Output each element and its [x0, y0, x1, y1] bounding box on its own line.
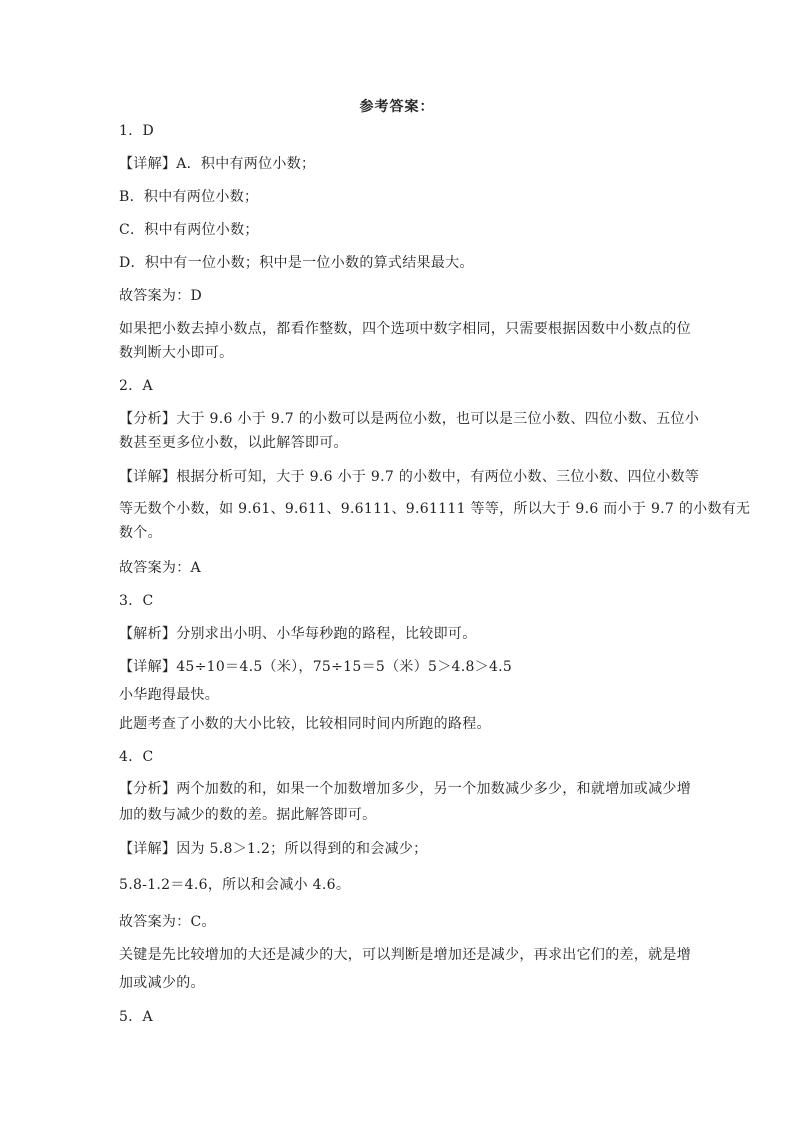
text-line: 此题考查了小数的大小比较，比较相同时间内所跑的路程。 — [119, 716, 491, 732]
text-line: D．积中有一位小数；积中是一位小数的算式结果最大。 — [119, 255, 474, 271]
text-line: 故答案为：C。 — [119, 914, 216, 930]
text-line: 【详解】45÷10＝4.5（米），75÷15＝5（米）5＞4.8＞4.5 — [119, 659, 513, 675]
text-line: 【分析】大于 9.6 小于 9.7 的小数可以是两位小数，也可以是三位小数、四位小数、五位小 — [119, 411, 700, 427]
text-line: 【详解】A．积中有两位小数； — [119, 156, 316, 172]
text-line: 3．C — [119, 593, 154, 609]
text-line: B．积中有两位小数； — [119, 189, 259, 205]
text-line: 故答案为：D — [119, 288, 203, 304]
text-line: C．积中有两位小数； — [119, 222, 259, 238]
text-line: 2．A — [119, 378, 153, 394]
text-line: 【分析】两个加数的和，如果一个加数增加多少，另一个加数减少多少，和就增加或减少增 — [119, 781, 691, 797]
text-line: 5.8-1.2＝4.6，所以和会减小 4.6。 — [119, 877, 351, 893]
text-line: 故答案为：A — [119, 560, 201, 576]
text-line: 小华跑得最快。 — [119, 687, 220, 703]
text-line: 数判断大小即可。 — [119, 345, 234, 361]
text-line: 【详解】因为 5.8＞1.2；所以得到的和会减少； — [119, 841, 428, 857]
text-line: 【解析】分别求出小明、小华每秒跑的路程，比较即可。 — [119, 626, 477, 642]
text-line: 4．C — [119, 749, 154, 765]
text-line: 加的数与减少的数的差。据此解答即可。 — [119, 807, 377, 823]
text-line: 数甚至更多位小数，以此解答即可。 — [119, 435, 348, 451]
page-title: 参考答案： — [359, 99, 435, 115]
text-line: 关键是先比较增加的大还是减少的大，可以判断是增加还是减少，再求出它们的差，就是增 — [119, 947, 691, 963]
text-line: 1．D — [119, 123, 155, 139]
text-line: 如果把小数去掉小数点，都看作整数，四个选项中数字相同，只需要根据因数中小数点的位 — [119, 321, 691, 337]
text-line: 5．A — [119, 1009, 153, 1025]
text-line: 加或减少的。 — [119, 975, 205, 991]
text-line: 数个。 — [119, 525, 162, 541]
text-line: 等无数个小数，如 9.61、9.611、9.6111、9.61111 等等，所以大于 9.6 而小于 9.7 的小数有无 — [119, 501, 751, 517]
text-line: 【详解】根据分析可知，大于 9.6 小于 9.7 的小数中，有两位小数、三位小数、四位小数等 — [119, 469, 700, 485]
